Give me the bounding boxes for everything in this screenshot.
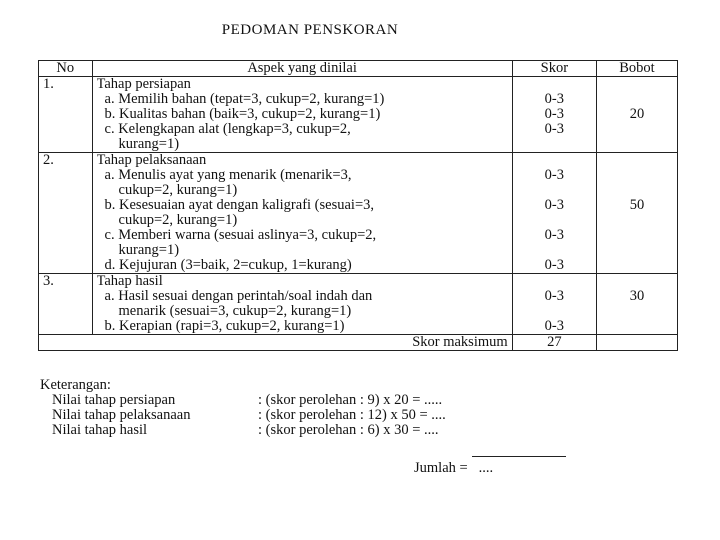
header-no: No bbox=[39, 61, 93, 77]
score-range bbox=[517, 183, 592, 198]
stage-number: 2. bbox=[39, 153, 93, 274]
aspect-line: a. Memilih bahan (tepat=3, cukup=2, kurang=1) bbox=[104, 92, 385, 107]
score-range bbox=[517, 213, 592, 228]
aspect-line: a. Hasil sesuai dengan perintah/soal indah dan bbox=[104, 289, 373, 304]
score-range: 0-3 bbox=[544, 198, 564, 213]
weight-value: 30 bbox=[629, 288, 645, 304]
score-range bbox=[517, 77, 592, 92]
aspect-line: a. Menulis ayat yang menarik (menarik=3, bbox=[104, 168, 352, 183]
aspect-line: cukup=2, kurang=1) bbox=[118, 213, 238, 228]
note-formula: : (skor perolehan : 6) x 30 = .... bbox=[258, 422, 439, 438]
stage-row bbox=[39, 274, 678, 335]
stage-aspects bbox=[92, 153, 512, 274]
score-range: 0-3 bbox=[544, 258, 564, 273]
scoring-table bbox=[38, 60, 678, 351]
aspect-line: menarik (sesuai=3, cukup=2, kurang=1) bbox=[118, 304, 352, 319]
stage-row bbox=[39, 77, 678, 153]
score-range: 0-3 bbox=[544, 107, 564, 122]
stage-scores bbox=[512, 153, 596, 274]
score-range bbox=[517, 153, 592, 168]
score-range bbox=[517, 137, 592, 152]
aspect-line: kurang=1) bbox=[118, 137, 180, 152]
aspect-line: b. Kualitas bahan (baik=3, cukup=2, kurang=1) bbox=[104, 107, 381, 122]
note-label: Nilai tahap hasil bbox=[52, 422, 148, 438]
max-score-value: 27 bbox=[512, 335, 596, 351]
weight-value: 50 bbox=[629, 197, 645, 213]
note-row-persiapan bbox=[40, 393, 446, 408]
header-bobot: Bobot bbox=[597, 61, 678, 77]
page-title: PEDOMAN PENSKORAN bbox=[221, 22, 399, 38]
note-formula: : (skor perolehan : 9) x 20 = ..... bbox=[258, 392, 443, 408]
note-row-hasil bbox=[40, 423, 446, 438]
stage-aspects bbox=[92, 77, 512, 153]
aspect-line: b. Kesesuaian ayat dengan kaligrafi (sesuai=3, bbox=[104, 198, 374, 213]
table-header-row bbox=[39, 61, 678, 77]
stage-weight bbox=[597, 77, 678, 153]
score-range bbox=[517, 274, 592, 289]
score-range bbox=[517, 304, 592, 319]
score-range: 0-3 bbox=[544, 228, 564, 243]
aspect-line: c. Memberi warna (sesuai aslinya=3, cukup=2, bbox=[104, 228, 377, 243]
sum-divider bbox=[472, 456, 566, 457]
note-label: Nilai tahap persiapan bbox=[52, 392, 176, 408]
max-score-row bbox=[39, 335, 678, 351]
note-formula: : (skor perolehan : 12) x 50 = .... bbox=[258, 407, 446, 423]
notes-section bbox=[40, 378, 446, 438]
score-range: 0-3 bbox=[544, 122, 564, 137]
header-aspek: Aspek yang dinilai bbox=[92, 61, 512, 77]
score-range bbox=[517, 243, 592, 258]
score-range: 0-3 bbox=[544, 319, 564, 334]
stage-weight bbox=[597, 153, 678, 274]
stage-aspects bbox=[92, 274, 512, 335]
stage-title: Tahap pelaksanaan bbox=[96, 153, 207, 168]
stage-title: Tahap hasil bbox=[96, 274, 163, 289]
stage-weight bbox=[597, 274, 678, 335]
stage-scores bbox=[512, 77, 596, 153]
total-line: Jumlah = .... bbox=[414, 460, 494, 476]
note-row-pelaksanaan bbox=[40, 408, 446, 423]
score-range: 0-3 bbox=[544, 289, 564, 304]
stage-scores bbox=[512, 274, 596, 335]
weight-value: 20 bbox=[629, 106, 645, 122]
score-range: 0-3 bbox=[544, 168, 564, 183]
stage-number: 3. bbox=[39, 274, 93, 335]
max-score-empty-cell bbox=[597, 335, 678, 351]
aspect-line: kurang=1) bbox=[118, 243, 180, 258]
aspect-line: d. Kejujuran (3=baik, 2=cukup, 1=kurang) bbox=[104, 258, 352, 273]
aspect-line: cukup=2, kurang=1) bbox=[118, 183, 238, 198]
stage-title: Tahap persiapan bbox=[96, 77, 191, 92]
note-label: Nilai tahap pelaksanaan bbox=[52, 407, 191, 423]
score-range: 0-3 bbox=[544, 92, 564, 107]
aspect-line: b. Kerapian (rapi=3, cukup=2, kurang=1) bbox=[104, 319, 345, 334]
stage-row bbox=[39, 153, 678, 274]
max-score-label: Skor maksimum bbox=[39, 335, 513, 351]
aspect-line: c. Kelengkapan alat (lengkap=3, cukup=2, bbox=[104, 122, 351, 137]
notes-heading: Keterangan: bbox=[40, 377, 111, 393]
scoring-table-body bbox=[39, 77, 678, 335]
stage-number: 1. bbox=[39, 77, 93, 153]
header-skor: Skor bbox=[512, 61, 596, 77]
